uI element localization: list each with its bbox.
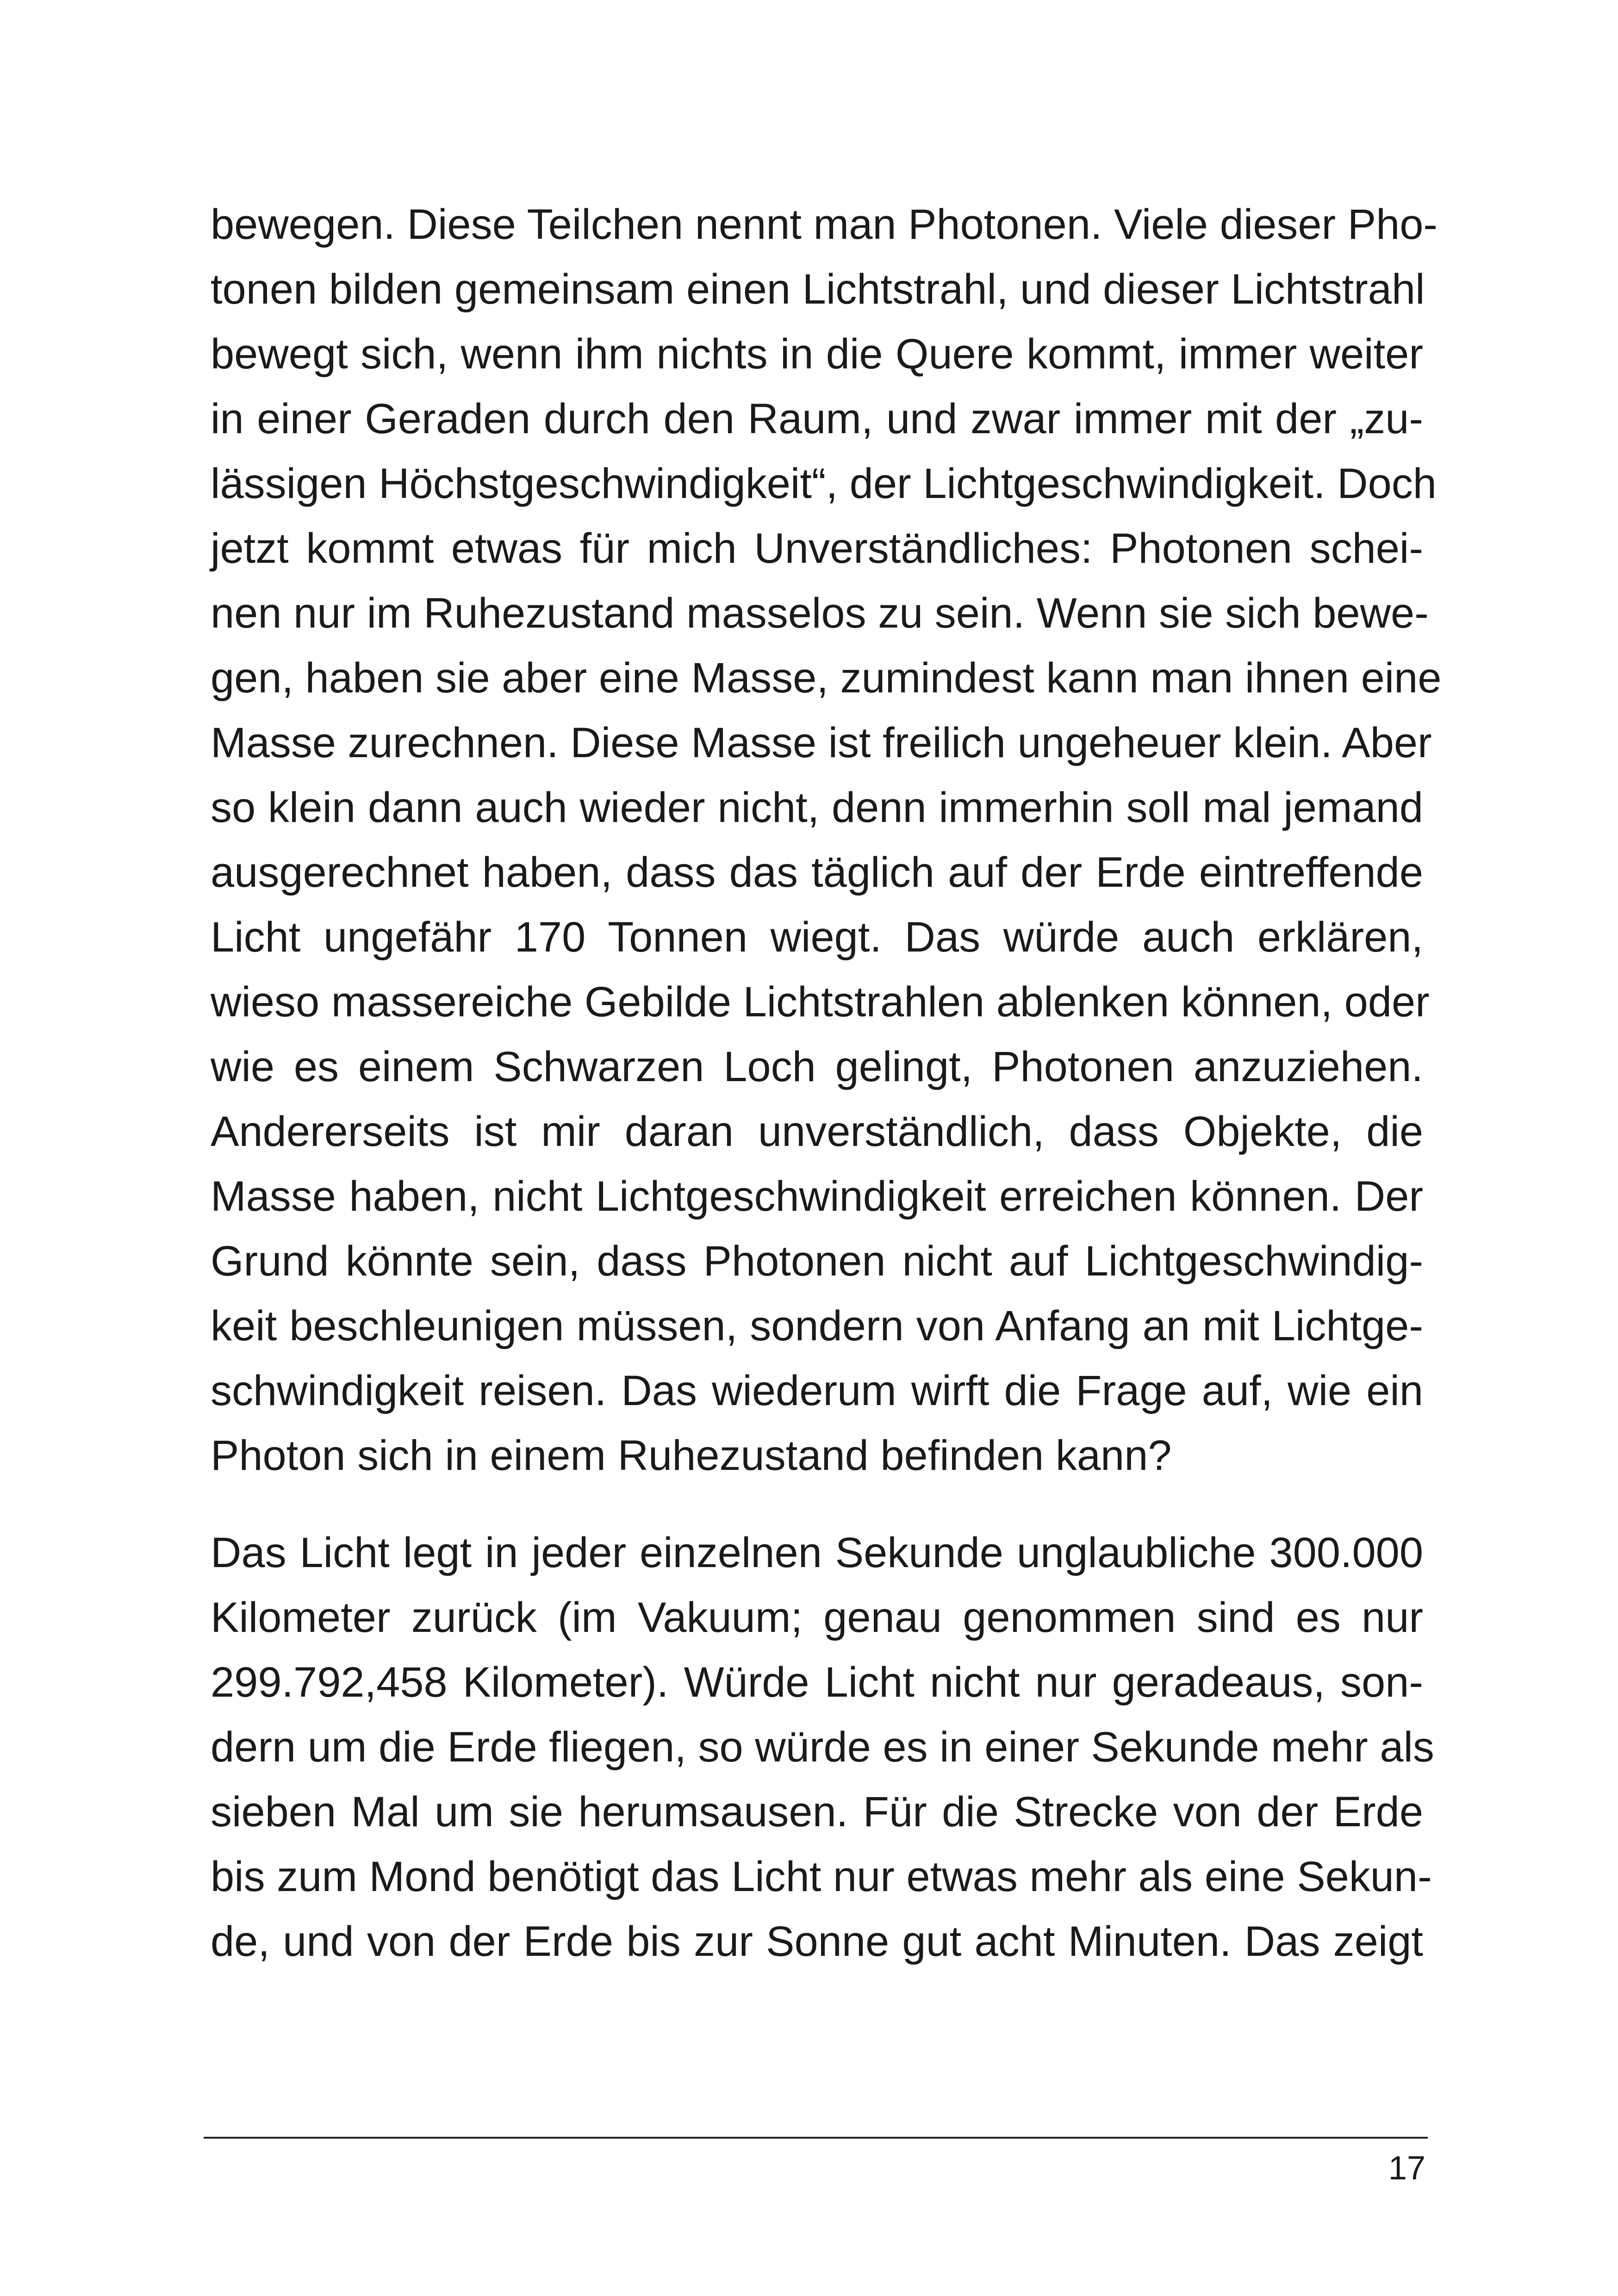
- text-line: Masse haben, nicht Lichtgeschwindigkeit erreichen können. Der: [211, 1173, 1423, 1220]
- body-text: [211, 192, 1442, 1974]
- text-line: sieben Mal um sie herumsausen. Für die Strecke von der Erde: [211, 1788, 1423, 1836]
- text-line: jetzt kommt etwas für mich Unverständliches: Photonen schei-: [211, 525, 1423, 572]
- text-line: in einer Geraden durch den Raum, und zwar immer mit der „zu-: [211, 395, 1423, 442]
- text-line: de, und von der Erde bis zur Sonne gut acht Minuten. Das zeigt: [211, 1918, 1423, 1965]
- text-line: gen, haben sie aber eine Masse, zumindest kann man ihnen eine: [211, 654, 1442, 702]
- text-line: Grund könnte sein, dass Photonen nicht auf Lichtgeschwindig-: [211, 1238, 1423, 1285]
- footer-divider: [204, 2137, 1428, 2139]
- text-line: bewegen. Diese Teilchen nennt man Photonen. Viele dieser Pho-: [211, 201, 1438, 248]
- text-line: Photon sich in einem Ruhezustand befinden kann?: [211, 1432, 1172, 1479]
- paragraph-1: [211, 192, 1442, 1488]
- text-line: dern um die Erde fliegen, so würde es in einer Sekunde mehr als: [211, 1724, 1434, 1771]
- text-line: ausgerechnet haben, dass das täglich auf der Erde eintreffende: [211, 849, 1423, 896]
- text-line: wie es einem Schwarzen Loch gelingt, Photonen anzuziehen.: [211, 1043, 1423, 1090]
- text-line: keit beschleunigen müssen, sondern von Anfang an mit Lichtge-: [211, 1302, 1423, 1350]
- text-line: 299.792,458 Kilometer). Würde Licht nicht nur geradeaus, son-: [211, 1659, 1423, 1706]
- text-line: so klein dann auch wieder nicht, denn immerhin soll mal jemand: [211, 784, 1423, 831]
- paragraph-2: [211, 1520, 1434, 1974]
- text-line: Licht ungefähr 170 Tonnen wiegt. Das würde auch erklären,: [211, 914, 1423, 961]
- text-line: lässigen Höchstgeschwindigkeit“, der Lichtgeschwindigkeit. Doch: [211, 460, 1437, 507]
- text-line: Andererseits ist mir daran unverständlich, dass Objekte, die: [211, 1108, 1423, 1155]
- text-line: nen nur im Ruhezustand masselos zu sein. Wenn sie sich bewe-: [211, 590, 1429, 637]
- text-line: tonen bilden gemeinsam einen Lichtstrahl, und dieser Lichtstrahl: [211, 266, 1425, 313]
- text-line: bis zum Mond benötigt das Licht nur etwas mehr als eine Sekun-: [211, 1853, 1432, 1900]
- text-line: bewegt sich, wenn ihm nichts in die Quere kommt, immer weiter: [211, 330, 1423, 378]
- text-line: Kilometer zurück (im Vakuum; genau genommen sind es nur: [211, 1594, 1423, 1641]
- text-line: wieso massereiche Gebilde Lichtstrahlen ablenken können, oder: [211, 978, 1430, 1026]
- text-line: schwindigkeit reisen. Das wiederum wirft die Frage auf, wie ein: [211, 1367, 1423, 1414]
- page-number: 17: [1388, 2150, 1425, 2187]
- text-line: Masse zurechnen. Diese Masse ist freilich ungeheuer klein. Aber: [211, 719, 1432, 766]
- text-line: Das Licht legt in jeder einzelnen Sekunde unglaubliche 300.000: [211, 1529, 1423, 1576]
